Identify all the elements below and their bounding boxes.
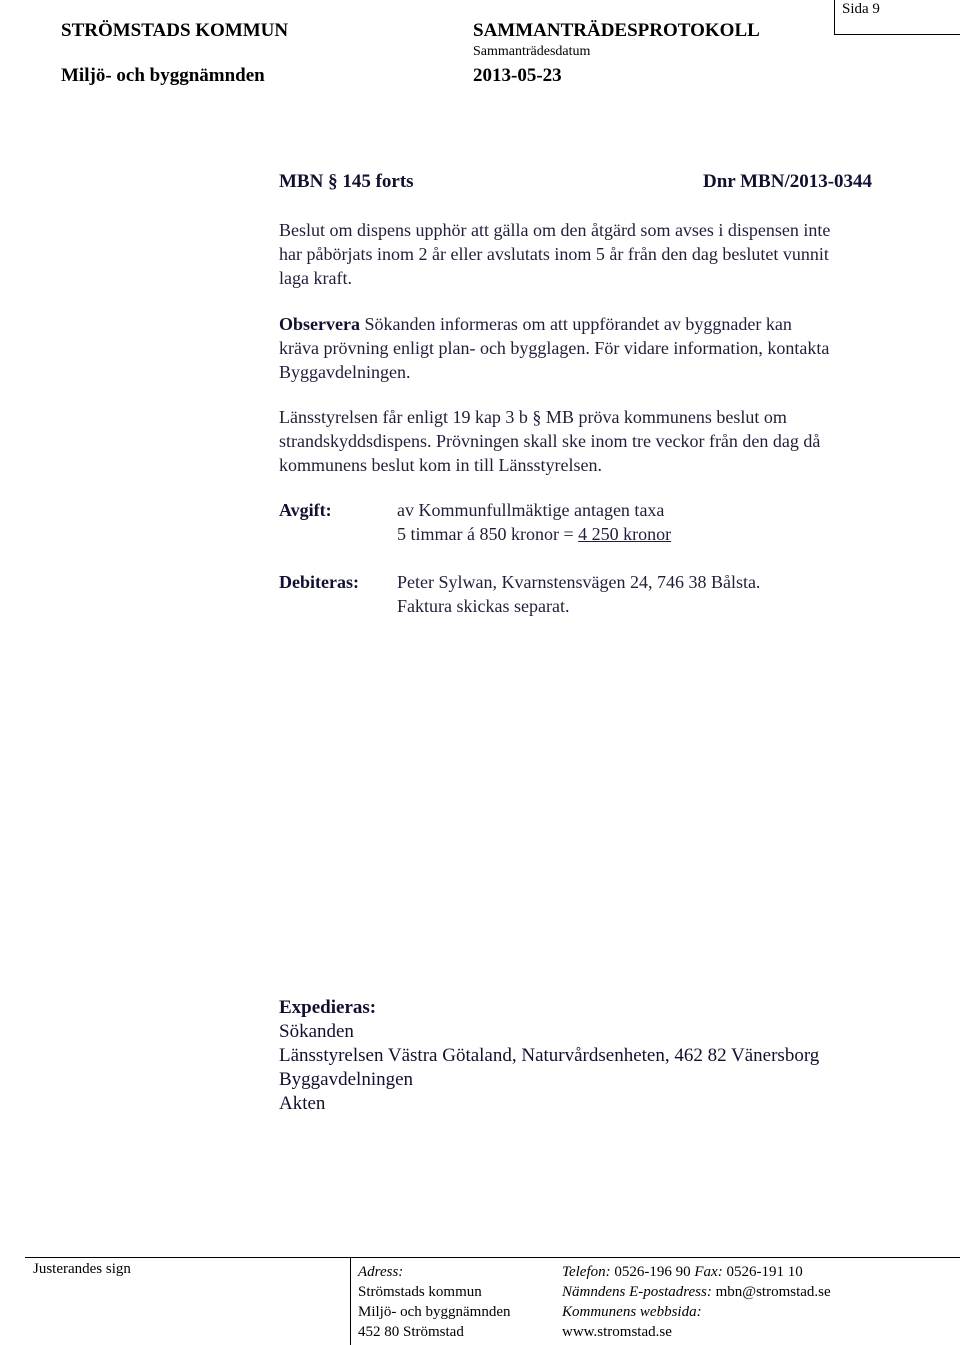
paragraph-1-line-1: Beslut om dispens upphör att gälla om den åtgärd som avses i dispensen inte — [279, 220, 831, 240]
footer-divider — [350, 1257, 351, 1345]
fee-line-1: av Kommunfullmäktige antagen taxa — [397, 500, 665, 520]
dispatch-recipient: Länsstyrelsen Västra Götaland, Naturvårdsenheten, 462 82 Vänersborg — [279, 1045, 820, 1066]
debit-label: Debiteras: — [279, 572, 359, 592]
paragraph-3 — [279, 405, 820, 477]
paragraph-2-line-2: kräva prövning enligt plan- och bygglagen. För vidare information, kontakta — [279, 338, 830, 358]
address-label: Adress: — [358, 1264, 404, 1280]
org-name: STRÖMSTADS KOMMUN — [61, 20, 289, 41]
notice-text: Sökanden informeras om att uppförandet av byggnader kan — [359, 314, 792, 334]
email-label: Nämndens E-postadress: — [562, 1284, 712, 1300]
dispatch-recipient: Sökanden — [279, 1021, 354, 1042]
dispatch-block — [279, 996, 819, 1116]
phone-value: 0526-196 90 — [614, 1264, 691, 1280]
fee-line-2 — [397, 524, 671, 545]
notice-label: Observera — [279, 314, 360, 334]
page-number: Sida 9 — [842, 1, 880, 17]
fax-value: 0526-191 10 — [726, 1264, 803, 1280]
fax-label: Fax: — [694, 1264, 723, 1280]
page-box-left — [834, 0, 835, 34]
paragraph-1 — [279, 218, 830, 290]
dispatch-recipient: Akten — [279, 1093, 326, 1114]
fee-total: 4 250 kronor — [578, 524, 672, 544]
paragraph-2-line-3: Byggavdelningen. — [279, 362, 411, 382]
debit-line-2: Faktura skickas separat. — [397, 596, 570, 616]
section-id: MBN § 145 forts — [279, 171, 414, 192]
dispatch-label: Expedieras: — [279, 997, 377, 1018]
footer-rule — [25, 1257, 960, 1258]
paragraph-3-line-2: strandskyddsdispens. Prövningen skall ske inom tre veckor från den dag då — [279, 431, 821, 451]
email-link[interactable]: mbn@stromstad.se — [715, 1284, 831, 1300]
sign-label: Justerandes sign — [33, 1261, 131, 1277]
page-box-bottom — [834, 34, 960, 35]
dispatch-recipient: Byggavdelningen — [279, 1069, 414, 1090]
address-line-3: 452 80 Strömstad — [358, 1324, 464, 1340]
address-line-1: Strömstads kommun — [358, 1284, 482, 1300]
protocol-title: SAMMANTRÄDESPROTOKOLL — [473, 20, 760, 41]
paragraph-2 — [279, 312, 829, 384]
web-label: Kommunens webbsida: — [562, 1304, 702, 1320]
web-link[interactable]: www.stromstad.se — [562, 1324, 672, 1340]
board-name: Miljö- och byggnämnden — [61, 65, 265, 86]
phone-fax-line — [562, 1264, 803, 1281]
address-line-2: Miljö- och byggnämnden — [358, 1304, 511, 1320]
fee-calc: 5 timmar á 850 kronor = — [397, 524, 579, 544]
paragraph-3-line-3: kommunens beslut kom in till Länsstyrelsen. — [279, 455, 602, 475]
meeting-date: 2013-05-23 — [473, 65, 562, 86]
paragraph-3-line-1: Länsstyrelsen får enligt 19 kap 3 b § MB pröva kommunens beslut om — [279, 407, 787, 427]
paragraph-1-line-2: har påbörjats inom 2 år eller avslutats inom 5 år från den dag beslutet vunnit — [279, 244, 829, 264]
fee-label: Avgift: — [279, 500, 332, 520]
section-dnr: Dnr MBN/2013-0344 — [703, 171, 873, 192]
date-label: Sammanträdesdatum — [473, 44, 591, 59]
paragraph-1-line-3: laga kraft. — [279, 268, 352, 288]
email-line — [562, 1284, 831, 1301]
paragraph-2-line-1 — [279, 312, 829, 336]
debit-line-1: Peter Sylwan, Kvarnstensvägen 24, 746 38 Bålsta. — [397, 572, 761, 592]
phone-label: Telefon: — [562, 1264, 611, 1280]
